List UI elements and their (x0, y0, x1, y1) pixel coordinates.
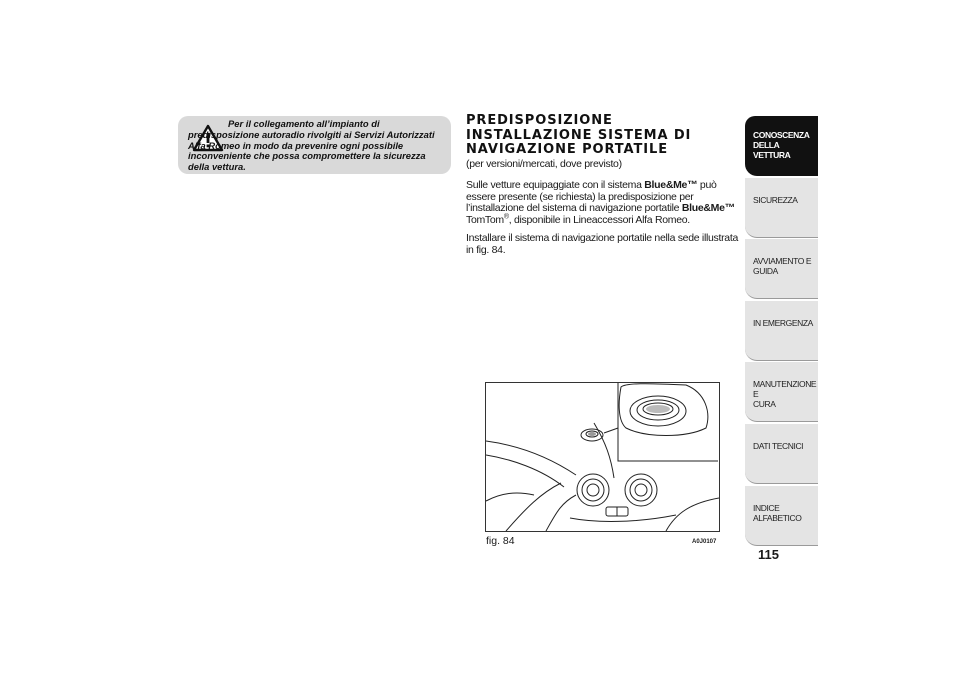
tab-dati-tecnici[interactable] (745, 424, 818, 484)
section-title-line-2: INSTALLAZIONE SISTEMA DI (466, 127, 692, 143)
tab-avviamento-e-guida[interactable] (745, 239, 818, 299)
chapter-tabs (745, 116, 818, 547)
warning-box (178, 116, 451, 174)
paragraph-2: Installare il sistema di navigazione portatile nella sede illustrata in fig. 84. (466, 232, 739, 256)
section-title-line-3: NAVIGAZIONE PORTATILE (466, 142, 668, 157)
section-title (466, 114, 736, 158)
figure-84 (485, 382, 720, 532)
tab-label: MANUTENZIONE E CURA (753, 379, 817, 410)
figure-illustration (486, 383, 719, 531)
tab-sicurezza[interactable] (745, 178, 818, 238)
tab-conoscenza-della-vettura[interactable] (745, 116, 818, 176)
p1-text-a: Sulle vetture equipaggiate con il sistema (466, 179, 645, 191)
tab-label: AVVIAMENTO E GUIDA (753, 256, 812, 277)
tab-in-emergenza[interactable] (745, 301, 818, 361)
paragraph-1 (466, 180, 738, 226)
tab-label: IN EMERGENZA (753, 317, 813, 328)
p1-text-c: può essere presente (se richiesta) la predisposizione per l’installazione del sistema di navigazione portatile (466, 179, 717, 215)
section-title-line-1: PREDISPOSIZIONE (466, 113, 613, 128)
tab-label: DATI TECNICI (753, 440, 804, 451)
tab-label: INDICE ALFABETICO (753, 502, 802, 523)
section-subtitle: (per versioni/mercati, dove previsto) (466, 158, 622, 170)
tab-label: CONOSCENZA DELLA VETTURA (753, 130, 810, 160)
page-number: 115 (758, 547, 779, 562)
warning-text: Per il collegamento all’impianto di predisposizione autoradio rivolgiti ai Servizi Autorizzati Alfa Romeo in modo da prevenire ogni possibile inconveniente che possa compromettere la sicurezza della vettura. (188, 118, 435, 173)
p1-brand-2: Blue&Me™ (681, 202, 735, 215)
p1-text-g: , disponibile in Lineaccessori Alfa Romeo. (508, 213, 690, 226)
figure-code: A0J0107 (692, 539, 717, 545)
tab-manutenzione-e-cura[interactable] (745, 362, 818, 422)
tab-indice-alfabetico[interactable] (745, 486, 818, 546)
p1-registered: ® (503, 213, 509, 221)
p1-brand-1: Blue&Me™ (644, 179, 698, 191)
figure-label: fig. 84 (486, 535, 515, 547)
tab-label: SICUREZZA (753, 194, 798, 205)
p1-text-e: TomTom (466, 213, 504, 226)
